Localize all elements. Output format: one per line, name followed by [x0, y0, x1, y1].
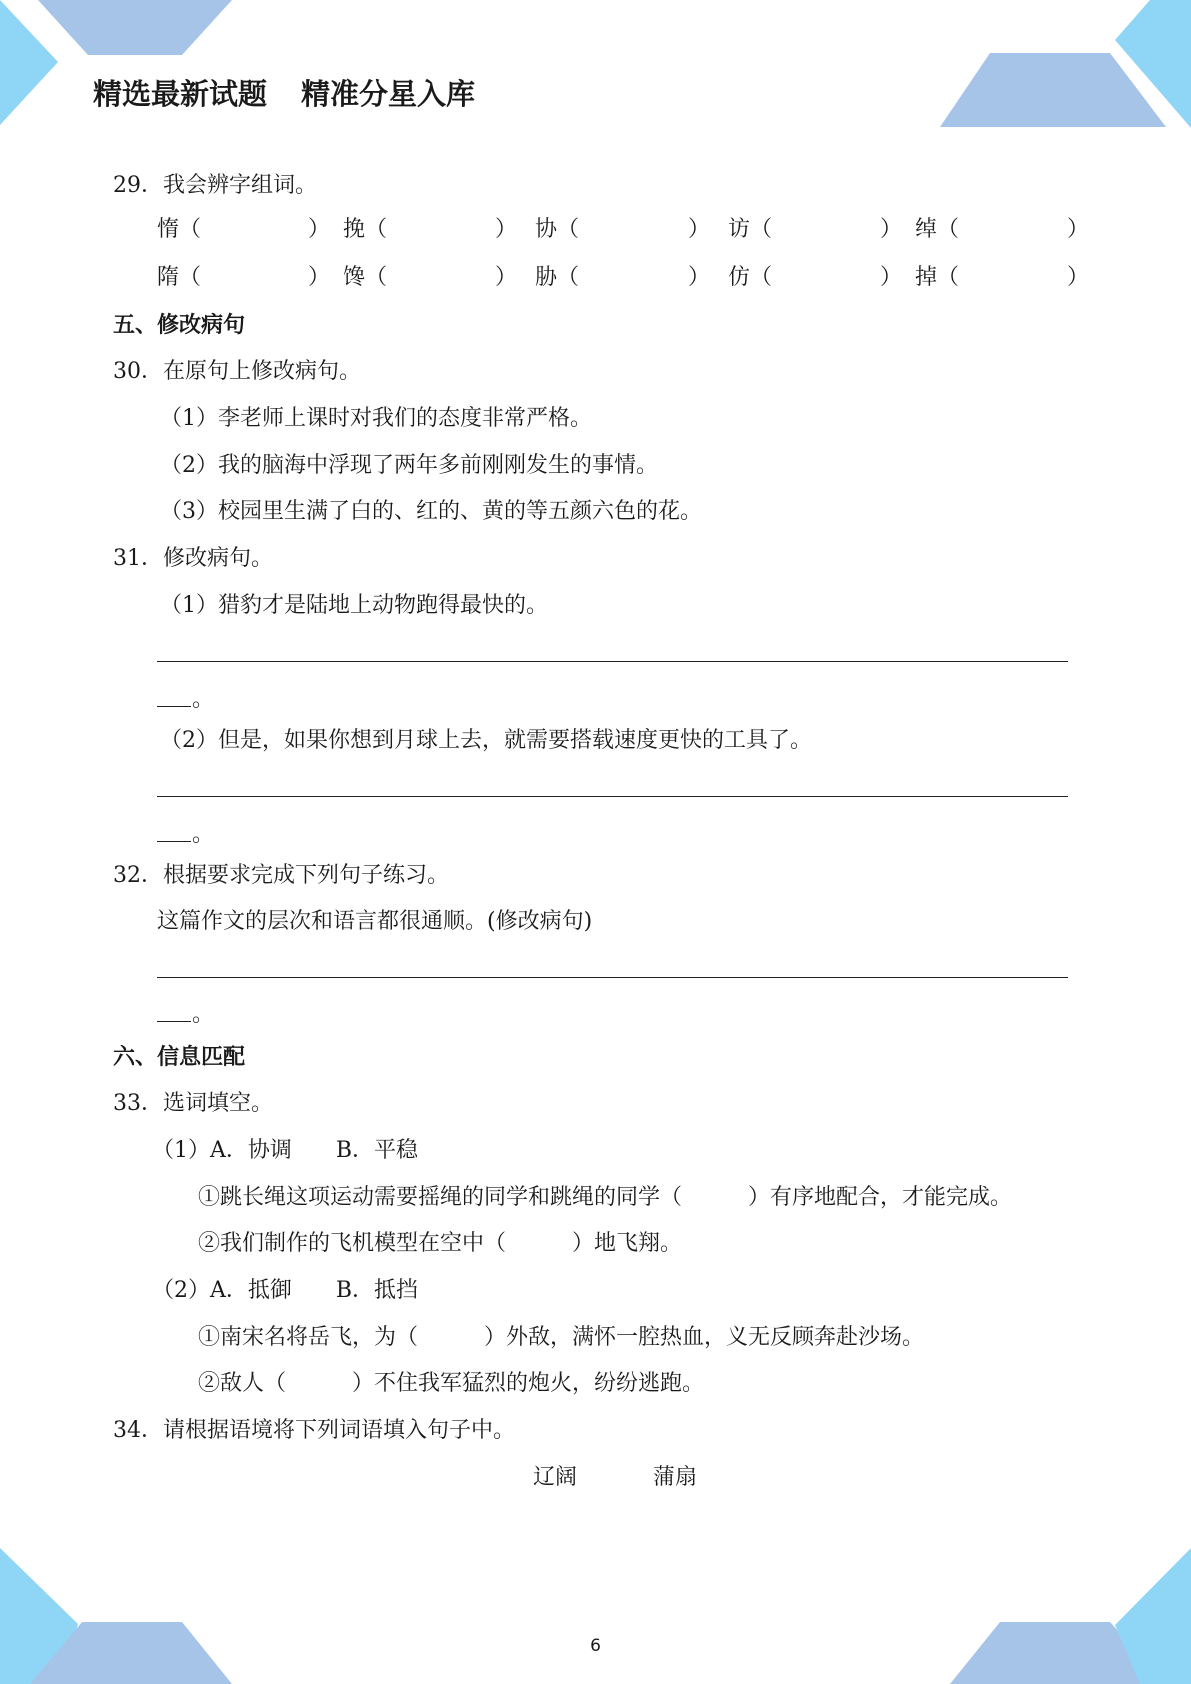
q31-item-2-answer-blank[interactable] [157, 841, 191, 842]
q29-r1-c4-close: ） [880, 217, 903, 242]
q29-r1-c2: 挽（ [343, 217, 388, 242]
q29-r1-c2-close: ） [495, 217, 518, 242]
q34-word-1: 辽阔 [533, 1465, 578, 1490]
q29-r2-c1: 隋（ [157, 265, 202, 290]
q29-r2-c1-close: ） [308, 265, 331, 290]
q29-r1-c1-close: ） [308, 217, 331, 242]
q31-item-2-answer-line[interactable] [157, 796, 1068, 797]
q29-r2-c3-close: ） [688, 265, 711, 290]
q29-r1-c4: 访（ [728, 217, 773, 242]
q33-group1-sentence-2: ②我们制作的飞机模型在空中（ ）地飞翔。 [198, 1231, 683, 1256]
q29-r2-c4-close: ） [880, 265, 903, 290]
q30-item-3: （3）校园里生满了白的、红的、黄的等五颜六色的花。 [160, 499, 702, 524]
q31-item-1: （1）猎豹才是陆地上动物跑得最快的。 [160, 593, 548, 618]
q29-r2-c4: 仿（ [728, 265, 773, 290]
q29-prompt: 29．我会辨字组词。 [113, 173, 317, 198]
q34-prompt: 34．请根据语境将下列词语填入句子中。 [113, 1418, 515, 1443]
section-heading-6: 六、信息匹配 [113, 1045, 246, 1070]
q29-r1-c1: 惰（ [157, 217, 202, 242]
deco-top-right-trapezoid [940, 53, 1166, 127]
q32-answer-blank[interactable] [157, 1021, 191, 1022]
q33-group1-options: （1）A．协调 B．平稳 [152, 1138, 419, 1163]
q29-r2-c5-close: ） [1067, 265, 1090, 290]
q33-prompt: 33．选词填空。 [113, 1091, 273, 1116]
q33-group2-sentence-2: ②敌人（ ）不住我军猛烈的炮火，纷纷逃跑。 [198, 1371, 705, 1396]
q30-prompt: 30．在原句上修改病句。 [113, 359, 361, 384]
q29-r2-c5: 掉（ [915, 265, 960, 290]
q29-r1-c5-close: ） [1067, 217, 1090, 242]
q29-r2-c2: 馋（ [343, 265, 388, 290]
page-number: 6 [590, 1636, 601, 1656]
q29-r2-c3: 胁（ [535, 265, 580, 290]
q32-period: 。 [192, 1002, 215, 1027]
q33-group1-sentence-1: ①跳长绳这项运动需要摇绳的同学和跳绳的同学（ ）有序地配合，才能完成。 [198, 1185, 1013, 1210]
q33-group2-options: （2）A．抵御 B．抵挡 [152, 1278, 419, 1303]
q30-item-1: （1）李老师上课时对我们的态度非常严格。 [160, 406, 592, 431]
q33-group2-sentence-1: ①南宋名将岳飞，为（ ）外敌，满怀一腔热血，义无反顾奔赴沙场。 [198, 1325, 925, 1350]
q29-r2-c2-close: ） [495, 265, 518, 290]
q32-prompt: 32．根据要求完成下列句子练习。 [113, 863, 449, 888]
q31-prompt: 31．修改病句。 [113, 546, 273, 571]
q31-item-1-period: 。 [192, 687, 215, 712]
q29-r1-c5: 绰（ [915, 217, 960, 242]
header-title-right: 精准分星入库 [301, 77, 476, 111]
header-title-left: 精选最新试题 [93, 77, 268, 111]
header-title [93, 72, 475, 113]
deco-top-left-triangle [0, 0, 58, 125]
q31-item-2-period: 。 [192, 822, 215, 847]
q31-item-2: （2）但是，如果你想到月球上去，就需要搭载速度更快的工具了。 [160, 728, 812, 753]
q30-item-2: （2）我的脑海中浮现了两年多前刚刚发生的事情。 [160, 453, 658, 478]
q31-item-1-answer-blank[interactable] [157, 706, 191, 707]
q32-answer-line[interactable] [157, 977, 1068, 978]
deco-top-left-band [38, 0, 232, 55]
q34-word-2: 蒲扇 [653, 1465, 698, 1490]
q29-r1-c3: 协（ [535, 217, 580, 242]
q31-item-1-answer-line[interactable] [157, 661, 1068, 662]
section-heading-5: 五、修改病句 [113, 313, 246, 338]
q32-sentence: 这篇作文的层次和语言都很通顺。(修改病句) [157, 909, 593, 934]
q29-r1-c3-close: ） [688, 217, 711, 242]
